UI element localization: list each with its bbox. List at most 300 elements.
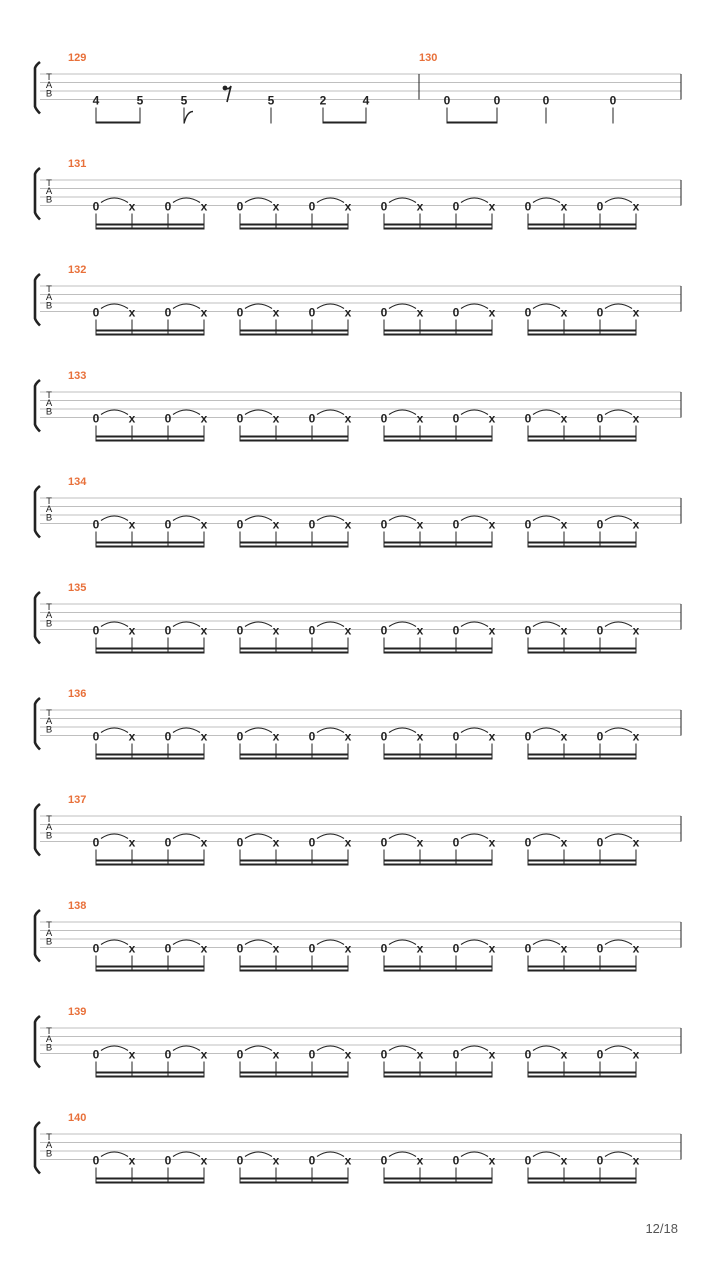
tab-clef-letter: B xyxy=(45,618,53,630)
beam xyxy=(240,224,348,226)
tie xyxy=(317,1046,344,1051)
fret-number: 0 xyxy=(92,941,100,956)
measure-number: 139 xyxy=(68,1006,87,1018)
tie xyxy=(533,304,560,309)
fret-number: 0 xyxy=(164,305,172,320)
beam xyxy=(384,546,492,548)
fret-number: x xyxy=(128,1047,136,1062)
tab-clef-letter: T xyxy=(46,708,52,719)
beam xyxy=(240,330,348,332)
beam xyxy=(96,1182,204,1184)
fret-number: x xyxy=(416,517,424,532)
tie xyxy=(461,834,488,839)
tab-clef-letter: A xyxy=(45,1140,53,1152)
fret-number: 0 xyxy=(596,623,604,638)
fret-number: x xyxy=(488,729,496,744)
beam xyxy=(240,970,348,972)
fret-number: x xyxy=(200,305,208,320)
tab-clef-letter: B xyxy=(45,936,53,948)
tie xyxy=(101,834,128,839)
tie xyxy=(389,940,416,945)
tie xyxy=(317,622,344,627)
tie xyxy=(173,728,200,733)
tie xyxy=(101,516,128,521)
tie xyxy=(173,198,200,203)
fret-number: 0 xyxy=(92,835,100,850)
fret-number: x xyxy=(416,941,424,956)
fret-number: x xyxy=(560,1047,568,1062)
fret-number: x xyxy=(272,1047,280,1062)
tie xyxy=(389,516,416,521)
tab-clef-letter: T xyxy=(46,1026,52,1037)
fret-number: x xyxy=(128,1153,136,1168)
fret-number: x xyxy=(128,305,136,320)
beam xyxy=(240,546,348,548)
tie xyxy=(461,516,488,521)
fret-number: 0 xyxy=(92,411,100,426)
fret-number: 0 xyxy=(92,1047,100,1062)
tie xyxy=(245,1046,272,1051)
tie xyxy=(533,1152,560,1157)
tie xyxy=(533,1046,560,1051)
tab-clef-letter: T xyxy=(46,920,52,931)
fret-number: x xyxy=(344,1153,352,1168)
fret-number: 0 xyxy=(524,411,532,426)
measure-number: 130 xyxy=(419,52,438,64)
fret-number: 0 xyxy=(380,623,388,638)
tie xyxy=(389,304,416,309)
fret-number: x xyxy=(632,941,640,956)
beam xyxy=(384,966,492,968)
fret-number: 0 xyxy=(308,411,316,426)
fret-number: 0 xyxy=(596,1047,604,1062)
beam xyxy=(96,754,204,756)
fret-number: x xyxy=(632,199,640,214)
beam xyxy=(240,860,348,862)
fret-number: 0 xyxy=(452,305,460,320)
fret-number: x xyxy=(416,1153,424,1168)
tie xyxy=(389,728,416,733)
fret-number: 0 xyxy=(380,199,388,214)
beam xyxy=(384,224,492,226)
fret-number: 0 xyxy=(236,305,244,320)
tie xyxy=(245,304,272,309)
fret-number: x xyxy=(200,411,208,426)
fret-number: 0 xyxy=(596,411,604,426)
fret-number: x xyxy=(632,1047,640,1062)
tie xyxy=(605,728,632,733)
fret-number: x xyxy=(128,411,136,426)
fret-number: 0 xyxy=(380,835,388,850)
beam xyxy=(96,122,140,124)
beam xyxy=(323,122,366,124)
fret-number: 0 xyxy=(596,835,604,850)
fret-number: x xyxy=(416,305,424,320)
beam xyxy=(528,966,636,968)
beam xyxy=(528,970,636,972)
fret-number: 0 xyxy=(380,1047,388,1062)
fret-number: x xyxy=(488,1153,496,1168)
tab-clef-letter: T xyxy=(46,814,52,825)
beam xyxy=(240,648,348,650)
beam xyxy=(384,652,492,654)
fret-number: 5 xyxy=(136,93,144,108)
tie xyxy=(317,728,344,733)
fret-number: 0 xyxy=(524,517,532,532)
tie xyxy=(173,1152,200,1157)
beam xyxy=(96,436,204,438)
fret-number: 0 xyxy=(524,941,532,956)
beam xyxy=(384,860,492,862)
fret-number: x xyxy=(344,941,352,956)
beam xyxy=(528,652,636,654)
beam xyxy=(240,758,348,760)
beam xyxy=(528,436,636,438)
beam xyxy=(384,754,492,756)
fret-number: 4 xyxy=(92,93,100,108)
fret-number: 0 xyxy=(380,941,388,956)
tie xyxy=(605,410,632,415)
fret-number: x xyxy=(128,517,136,532)
beam xyxy=(528,334,636,336)
fret-number: x xyxy=(632,305,640,320)
fret-number: 0 xyxy=(164,1047,172,1062)
tie xyxy=(533,940,560,945)
tab-clef-letter: A xyxy=(45,398,53,410)
fret-number: x xyxy=(128,623,136,638)
beam xyxy=(384,864,492,866)
fret-number: x xyxy=(632,835,640,850)
beam xyxy=(96,864,204,866)
tab-clef-letter: T xyxy=(46,602,52,613)
fret-number: x xyxy=(272,199,280,214)
fret-number: x xyxy=(560,199,568,214)
tie xyxy=(461,198,488,203)
fret-number: 0 xyxy=(308,729,316,744)
fret-number: x xyxy=(272,623,280,638)
tab-clef-letter: A xyxy=(45,292,53,304)
fret-number: x xyxy=(560,835,568,850)
fret-number: x xyxy=(200,729,208,744)
fret-number: 0 xyxy=(380,729,388,744)
system-bracket xyxy=(35,592,40,644)
beam xyxy=(528,1076,636,1078)
fret-number: 0 xyxy=(308,1047,316,1062)
beam xyxy=(528,1182,636,1184)
beam xyxy=(528,1072,636,1074)
tie xyxy=(389,1046,416,1051)
fret-number: 0 xyxy=(380,1153,388,1168)
beam xyxy=(528,1178,636,1180)
fret-number: x xyxy=(632,411,640,426)
fret-number: 5 xyxy=(180,93,188,108)
note-flag xyxy=(184,112,193,124)
beam xyxy=(528,542,636,544)
fret-number: 0 xyxy=(236,941,244,956)
fret-number: x xyxy=(272,1153,280,1168)
fret-number: x xyxy=(344,305,352,320)
beam xyxy=(528,228,636,230)
tie xyxy=(461,304,488,309)
tab-clef-letter: B xyxy=(45,194,53,206)
fret-number: x xyxy=(416,623,424,638)
beam xyxy=(96,334,204,336)
fret-number: 0 xyxy=(443,93,451,108)
beam xyxy=(96,542,204,544)
beam xyxy=(96,1076,204,1078)
fret-number: 0 xyxy=(236,199,244,214)
tie xyxy=(173,516,200,521)
tie xyxy=(389,410,416,415)
tie xyxy=(317,940,344,945)
tab-clef-letter: A xyxy=(45,928,53,940)
tie xyxy=(389,834,416,839)
tie xyxy=(605,1046,632,1051)
fret-number: 2 xyxy=(319,93,327,108)
fret-number: 0 xyxy=(380,305,388,320)
beam xyxy=(384,1076,492,1078)
fret-number: 0 xyxy=(164,517,172,532)
beam xyxy=(384,334,492,336)
fret-number: 0 xyxy=(452,941,460,956)
tab-clef-letter: T xyxy=(46,390,52,401)
tab-clef-letter: T xyxy=(46,496,52,507)
tie xyxy=(389,622,416,627)
beam xyxy=(240,1076,348,1078)
tab-clef-letter: B xyxy=(45,88,53,100)
fret-number: 0 xyxy=(452,411,460,426)
measure-number: 138 xyxy=(68,900,87,912)
fret-number: 0 xyxy=(542,93,550,108)
fret-number: 0 xyxy=(380,517,388,532)
fret-number: 0 xyxy=(236,1047,244,1062)
tie xyxy=(317,410,344,415)
tie xyxy=(101,1046,128,1051)
fret-number: x xyxy=(272,411,280,426)
fret-number: 0 xyxy=(380,411,388,426)
fret-number: 0 xyxy=(236,411,244,426)
tab-clef-letter: B xyxy=(45,406,53,418)
fret-number: 0 xyxy=(164,835,172,850)
tab-clef-letter: T xyxy=(46,72,52,83)
tie xyxy=(461,1152,488,1157)
beam xyxy=(384,330,492,332)
beam xyxy=(528,864,636,866)
tie xyxy=(245,516,272,521)
fret-number: 0 xyxy=(452,199,460,214)
tie xyxy=(605,516,632,521)
beam xyxy=(240,1072,348,1074)
tab-clef-letter: T xyxy=(46,1132,52,1143)
tie xyxy=(173,1046,200,1051)
fret-number: 0 xyxy=(164,729,172,744)
beam xyxy=(528,648,636,650)
fret-number: 0 xyxy=(524,1047,532,1062)
tie xyxy=(605,834,632,839)
fret-number: x xyxy=(272,729,280,744)
fret-number: x xyxy=(200,1047,208,1062)
fret-number: x xyxy=(488,941,496,956)
beam xyxy=(447,122,497,124)
tie xyxy=(101,622,128,627)
tab-clef-letter: T xyxy=(46,178,52,189)
tie xyxy=(245,728,272,733)
fret-number: 0 xyxy=(452,1047,460,1062)
system-bracket xyxy=(35,486,40,538)
tie xyxy=(173,622,200,627)
tie xyxy=(533,728,560,733)
fret-number: 0 xyxy=(308,835,316,850)
fret-number: 0 xyxy=(524,305,532,320)
fret-number: x xyxy=(344,623,352,638)
fret-number: x xyxy=(128,729,136,744)
fret-number: x xyxy=(272,835,280,850)
fret-number: 0 xyxy=(596,729,604,744)
beam xyxy=(240,440,348,442)
fret-number: 0 xyxy=(524,199,532,214)
beam xyxy=(240,542,348,544)
measure-number: 131 xyxy=(68,158,87,170)
tab-clef-letter: B xyxy=(45,724,53,736)
fret-number: x xyxy=(200,835,208,850)
fret-number: 0 xyxy=(308,1153,316,1168)
fret-number: x xyxy=(272,305,280,320)
fret-number: x xyxy=(488,1047,496,1062)
fret-number: x xyxy=(128,835,136,850)
tie xyxy=(461,622,488,627)
fret-number: 0 xyxy=(308,623,316,638)
system-bracket xyxy=(35,168,40,220)
tie xyxy=(317,304,344,309)
fret-number: 0 xyxy=(596,199,604,214)
beam xyxy=(240,334,348,336)
tie xyxy=(533,198,560,203)
fret-number: 0 xyxy=(452,517,460,532)
tie xyxy=(317,516,344,521)
beam xyxy=(384,440,492,442)
fret-number: x xyxy=(344,835,352,850)
tie xyxy=(605,198,632,203)
fret-number: 0 xyxy=(596,941,604,956)
tie xyxy=(533,622,560,627)
beam xyxy=(384,1072,492,1074)
fret-number: x xyxy=(128,199,136,214)
tie xyxy=(101,728,128,733)
tie xyxy=(245,940,272,945)
fret-number: x xyxy=(200,941,208,956)
measure-number: 136 xyxy=(68,688,87,700)
measure-number: 140 xyxy=(68,1112,87,1124)
system-bracket xyxy=(35,1016,40,1068)
fret-number: x xyxy=(344,411,352,426)
fret-number: x xyxy=(560,1153,568,1168)
tie xyxy=(389,1152,416,1157)
tab-clef-letter: A xyxy=(45,610,53,622)
beam xyxy=(96,330,204,332)
beam xyxy=(96,1178,204,1180)
fret-number: x xyxy=(560,941,568,956)
fret-number: x xyxy=(200,199,208,214)
beam xyxy=(240,966,348,968)
tie xyxy=(605,940,632,945)
beam xyxy=(384,1178,492,1180)
beam xyxy=(240,754,348,756)
tie xyxy=(317,834,344,839)
fret-number: x xyxy=(272,517,280,532)
system-bracket xyxy=(35,910,40,962)
tie xyxy=(461,410,488,415)
fret-number: x xyxy=(488,199,496,214)
fret-number: 0 xyxy=(164,199,172,214)
fret-number: x xyxy=(128,941,136,956)
tie xyxy=(245,834,272,839)
fret-number: x xyxy=(488,411,496,426)
tie xyxy=(461,728,488,733)
beam xyxy=(240,652,348,654)
beam xyxy=(528,224,636,226)
fret-number: 0 xyxy=(164,1153,172,1168)
tab-clef-letter: A xyxy=(45,186,53,198)
tie xyxy=(101,410,128,415)
fret-number: x xyxy=(344,729,352,744)
beam xyxy=(96,1072,204,1074)
fret-number: 0 xyxy=(452,729,460,744)
fret-number: 0 xyxy=(164,623,172,638)
beam xyxy=(384,1182,492,1184)
tab-clef-letter: A xyxy=(45,1034,53,1046)
fret-number: 0 xyxy=(308,305,316,320)
fret-number: 0 xyxy=(236,517,244,532)
fret-number: x xyxy=(416,411,424,426)
tab-clef-letter: B xyxy=(45,1042,53,1054)
fret-number: 0 xyxy=(524,1153,532,1168)
fret-number: x xyxy=(632,623,640,638)
fret-number: 0 xyxy=(524,623,532,638)
fret-number: 0 xyxy=(609,93,617,108)
beam xyxy=(96,648,204,650)
fret-number: 0 xyxy=(92,729,100,744)
system-bracket xyxy=(35,1122,40,1174)
fret-number: x xyxy=(200,623,208,638)
fret-number: 0 xyxy=(308,941,316,956)
fret-number: x xyxy=(416,199,424,214)
beam xyxy=(96,546,204,548)
tie xyxy=(101,1152,128,1157)
tie xyxy=(533,516,560,521)
tie xyxy=(389,198,416,203)
measure-number: 137 xyxy=(68,794,87,806)
fret-number: 0 xyxy=(236,835,244,850)
tie xyxy=(173,410,200,415)
system-bracket xyxy=(35,698,40,750)
beam xyxy=(96,966,204,968)
tab-clef-letter: A xyxy=(45,822,53,834)
beam xyxy=(384,228,492,230)
fret-number: x xyxy=(560,411,568,426)
tie xyxy=(461,1046,488,1051)
tab-clef-letter: A xyxy=(45,504,53,516)
fret-number: x xyxy=(416,835,424,850)
beam xyxy=(96,652,204,654)
beam xyxy=(240,864,348,866)
measure-number: 135 xyxy=(68,582,87,594)
fret-number: x xyxy=(632,729,640,744)
fret-number: x xyxy=(560,517,568,532)
tie xyxy=(101,940,128,945)
beam xyxy=(240,436,348,438)
beam xyxy=(528,330,636,332)
beam xyxy=(384,970,492,972)
